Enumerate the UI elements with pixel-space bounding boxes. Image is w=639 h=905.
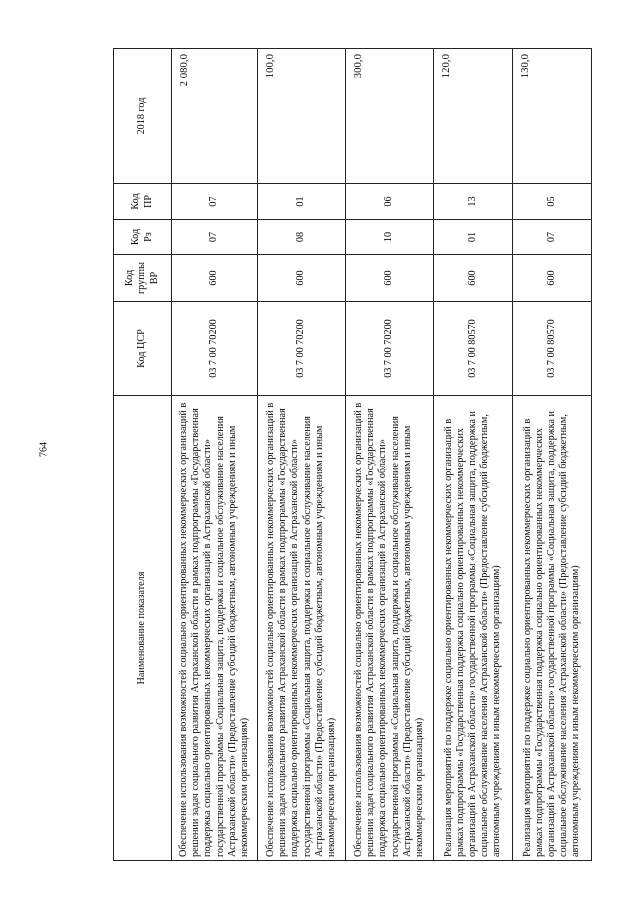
- table-row: [258, 49, 346, 861]
- header-rz: Код Рз: [114, 220, 172, 255]
- row-amount-2018: 130,0: [513, 49, 592, 184]
- row-rz: 08: [258, 220, 346, 255]
- row-pr: 05: [513, 184, 592, 220]
- row-rz: 07: [172, 220, 258, 255]
- row-csr: 03 7 00 70200: [346, 302, 434, 396]
- row-vr: 600: [346, 255, 434, 302]
- row-csr: 03 7 00 70200: [172, 302, 258, 396]
- row-rz: 07: [513, 220, 592, 255]
- table-row: [513, 49, 592, 861]
- row-rz: 01: [434, 220, 513, 255]
- row-vr: 600: [513, 255, 592, 302]
- row-name: Обеспечение использования возможностей социально ориентированных некоммерческих организаций в решении задач социального развития Астраханской области в рамках подпрограммы «Государственная поддержка социально ориентированных некоммерческих организаций в Астраханской области» государственной программы «Социальная защита, поддержка и социальное обслуживание населения Астраханской области» (Предоставление субсидий бюджетным, автономным учреждениям и иным некоммерческим организациям): [258, 396, 346, 861]
- row-vr: 600: [258, 255, 346, 302]
- table-row: [346, 49, 434, 861]
- budget-table: [113, 48, 592, 861]
- row-name: Реализация мероприятий по поддержке социально ориентированных некоммерческих организаций в рамках подпрограммы «Государственная поддержка социально ориентированных некоммерческих организаций в Астраханской области» государственной программы «Социальная защита, поддержка и социальное обслуживание населения Астраханской области» (Предоставление субсидий бюджетным, автономным учреждениям и иным некоммерческим организациям): [434, 396, 513, 861]
- row-csr: 03 7 00 80570: [513, 302, 592, 396]
- rotated-table-area: [113, 49, 591, 861]
- table-row: [172, 49, 258, 861]
- row-amount-2018: 2 080,0: [172, 49, 258, 184]
- header-2018: 2018 год: [114, 49, 172, 184]
- row-pr: 07: [172, 184, 258, 220]
- header-pr: Код ПР: [114, 184, 172, 220]
- row-csr: 03 7 00 70200: [258, 302, 346, 396]
- row-pr: 06: [346, 184, 434, 220]
- row-amount-2018: 300,0: [346, 49, 434, 184]
- header-name: Наименование показателя: [114, 396, 172, 861]
- table-header-row: [114, 49, 172, 861]
- row-pr: 01: [258, 184, 346, 220]
- row-pr: 13: [434, 184, 513, 220]
- row-amount-2018: 100,0: [258, 49, 346, 184]
- row-vr: 600: [434, 255, 513, 302]
- page-number: 764: [38, 442, 50, 457]
- row-name: Обеспечение использования возможностей социально ориентированных некоммерческих организаций в решении задач социального развития Астраханской области в рамках подпрограммы «Государственная поддержка социально ориентированных некоммерческих организаций в Астраханской области» государственной программы «Социальная защита, поддержка и социальное обслуживание населения Астраханской области» (Предоставление субсидий бюджетным, автономным учреждениям и иным некоммерческим организациям): [346, 396, 434, 861]
- table-row: [434, 49, 513, 861]
- row-name: Обеспечение использования возможностей социально ориентированных некоммерческих организаций в решении задач социального развития Астраханской области в рамках подпрограммы «Государственная поддержка социально ориентированных некоммерческих организаций в Астраханской области» государственной программы «Социальная защита, поддержка и социальное обслуживание населения Астраханской области» (Предоставление субсидий бюджетным, автономным учреждениям и иным некоммерческим организациям): [172, 396, 258, 861]
- header-vr: Код группы ВР: [114, 255, 172, 302]
- row-csr: 03 7 00 80570: [434, 302, 513, 396]
- row-vr: 600: [172, 255, 258, 302]
- row-amount-2018: 120,0: [434, 49, 513, 184]
- row-name: Реализация мероприятий по поддержке социально ориентированных некоммерческих организаций в рамках подпрограммы «Государственная поддержка социально ориентированных некоммерческих организаций в Астраханской области» государственной программы «Социальная защита, поддержка и социальное обслуживание населения Астраханской области» (Предоставление субсидий бюджетным, автономным учреждениям и иным некоммерческим организациям): [513, 396, 592, 861]
- row-rz: 10: [346, 220, 434, 255]
- header-csr: Код ЦСР: [114, 302, 172, 396]
- table-sheet: [113, 49, 591, 861]
